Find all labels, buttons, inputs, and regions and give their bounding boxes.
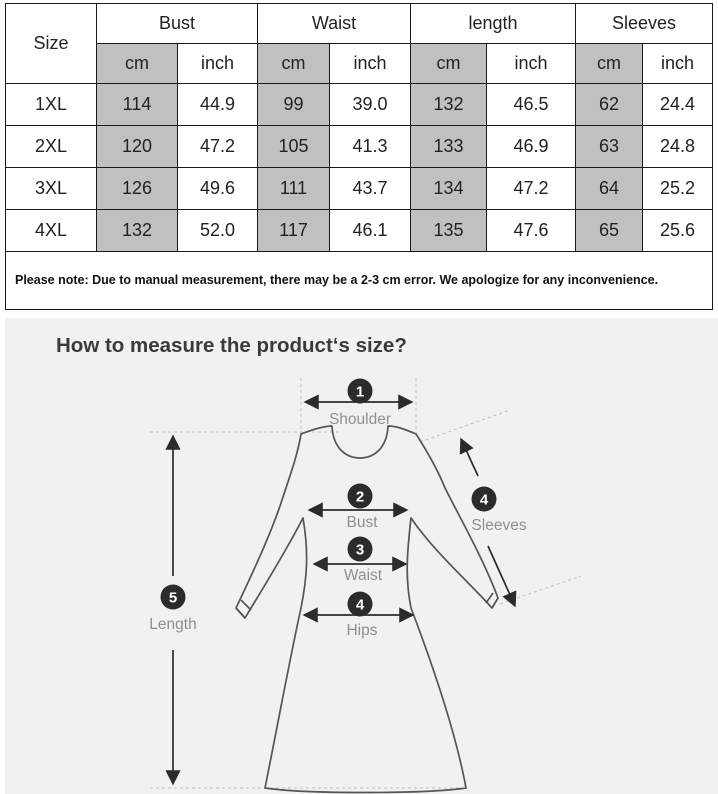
size-cell: 2XL bbox=[6, 126, 97, 168]
table-cell: 133 bbox=[411, 126, 487, 168]
measurement-guide bbox=[5, 318, 718, 794]
table-cell: 105 bbox=[258, 126, 330, 168]
unit-cell: cm bbox=[411, 44, 487, 84]
marker-length bbox=[149, 585, 196, 634]
note-row bbox=[6, 252, 713, 310]
marker-label: Sleeves bbox=[471, 517, 527, 534]
table-cell: 52.0 bbox=[178, 210, 258, 252]
marker-label: Waist bbox=[343, 567, 383, 584]
bust-header: Bust bbox=[97, 4, 258, 44]
table-cell: 134 bbox=[411, 168, 487, 210]
table-cell: 65 bbox=[576, 210, 643, 252]
table-cell: 47.2 bbox=[178, 126, 258, 168]
table-header-row bbox=[6, 4, 713, 44]
marker-waist bbox=[344, 537, 383, 585]
table-cell: 43.7 bbox=[330, 168, 411, 210]
table-row bbox=[6, 84, 713, 126]
marker-label: Length bbox=[149, 616, 197, 633]
measurement-arrows bbox=[173, 402, 515, 784]
size-cell: 4XL bbox=[6, 210, 97, 252]
table-cell: 46.1 bbox=[330, 210, 411, 252]
unit-cell: inch bbox=[643, 44, 713, 84]
table-cell: 63 bbox=[576, 126, 643, 168]
table-cell: 47.6 bbox=[487, 210, 576, 252]
sleeves-header: Sleeves bbox=[576, 4, 713, 44]
size-header: Size bbox=[6, 4, 97, 84]
table-cell: 24.4 bbox=[643, 84, 713, 126]
unit-cell: cm bbox=[576, 44, 643, 84]
size-cell: 1XL bbox=[6, 84, 97, 126]
marker-bust bbox=[346, 484, 378, 532]
marker-label: Shoulder bbox=[328, 411, 392, 428]
unit-row bbox=[6, 44, 713, 84]
table-cell: 99 bbox=[258, 84, 330, 126]
table-cell: 135 bbox=[411, 210, 487, 252]
table-cell: 47.2 bbox=[487, 168, 576, 210]
table-cell: 39.0 bbox=[330, 84, 411, 126]
table-cell: 132 bbox=[97, 210, 178, 252]
marker-sleeves bbox=[471, 487, 526, 535]
table-row bbox=[6, 210, 713, 252]
table-cell: 41.3 bbox=[330, 126, 411, 168]
dress-diagram bbox=[5, 318, 718, 794]
table-row bbox=[6, 126, 713, 168]
unit-cell: cm bbox=[97, 44, 178, 84]
table-cell: 117 bbox=[258, 210, 330, 252]
table-cell: 111 bbox=[258, 168, 330, 210]
table-cell: 46.5 bbox=[487, 84, 576, 126]
table-row bbox=[6, 168, 713, 210]
table-cell: 25.6 bbox=[643, 210, 713, 252]
marker-number: 1 bbox=[355, 383, 365, 401]
measurement-note: Please note: Due to manual measurement, there may be a 2-3 cm error. We apologize for any inconvenience. bbox=[6, 252, 713, 310]
table-cell: 49.6 bbox=[178, 168, 258, 210]
waist-header: Waist bbox=[258, 4, 411, 44]
table-cell: 126 bbox=[97, 168, 178, 210]
marker-number: 5 bbox=[168, 589, 178, 607]
marker-label: Bust bbox=[346, 514, 378, 531]
size-cell: 3XL bbox=[6, 168, 97, 210]
marker-number: 4 bbox=[355, 596, 365, 614]
table-cell: 64 bbox=[576, 168, 643, 210]
table-cell: 132 bbox=[411, 84, 487, 126]
table-cell: 24.8 bbox=[643, 126, 713, 168]
table-cell: 25.2 bbox=[643, 168, 713, 210]
table-cell: 46.9 bbox=[487, 126, 576, 168]
unit-cell: inch bbox=[178, 44, 258, 84]
unit-cell: cm bbox=[258, 44, 330, 84]
marker-number: 4 bbox=[479, 491, 489, 509]
marker-number: 3 bbox=[355, 541, 365, 559]
marker-label: Hips bbox=[346, 622, 378, 639]
marker-shoulder bbox=[329, 379, 391, 429]
marker-number: 2 bbox=[355, 488, 365, 506]
table-cell: 62 bbox=[576, 84, 643, 126]
table-cell: 44.9 bbox=[178, 84, 258, 126]
table-cell: 114 bbox=[97, 84, 178, 126]
unit-cell: inch bbox=[487, 44, 576, 84]
unit-cell: inch bbox=[330, 44, 411, 84]
table-cell: 120 bbox=[97, 126, 178, 168]
size-chart-table bbox=[5, 3, 713, 310]
length-header: length bbox=[411, 4, 576, 44]
guide-title: How to measure the product‘s size? bbox=[56, 334, 407, 357]
